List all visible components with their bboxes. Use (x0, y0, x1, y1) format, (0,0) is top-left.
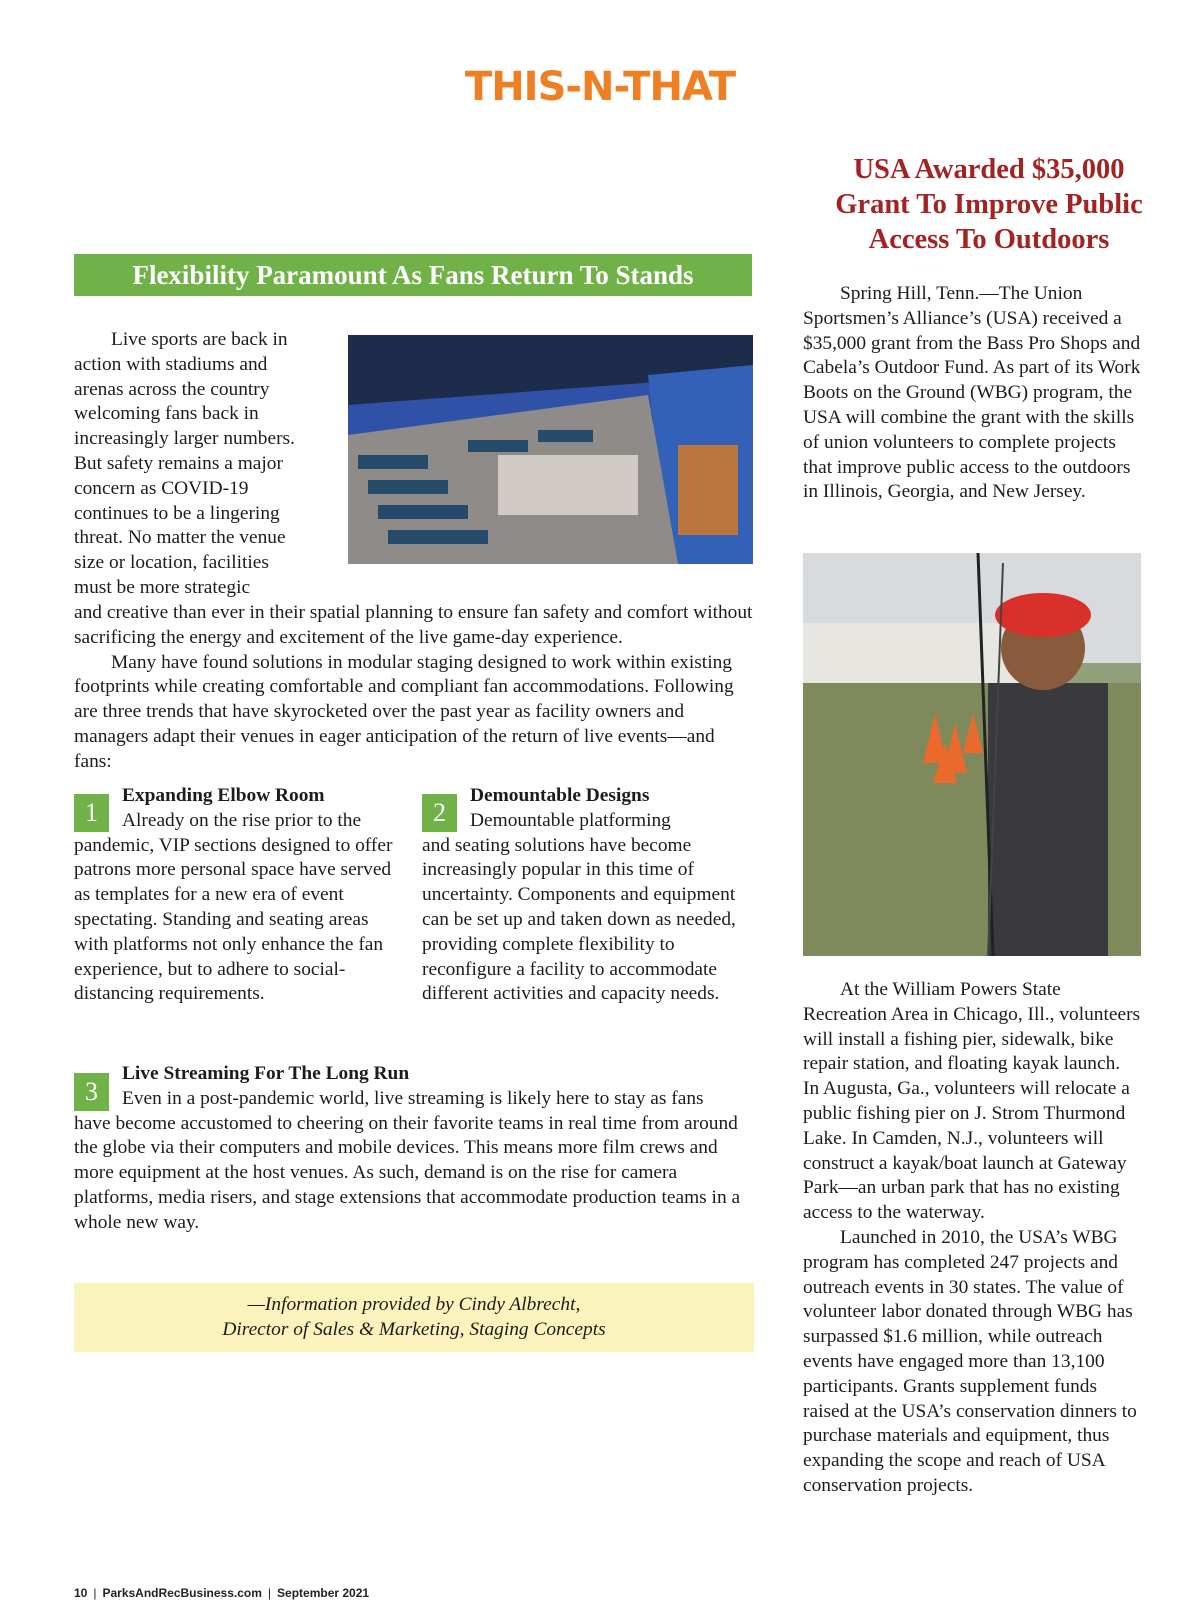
grant-paragraph-1-wrap (803, 282, 1141, 505)
grant-paragraph-3: Launched in 2010, the USA’s WBG program has completed 247 projects and outreach events in 30 states. The value of volunteer labor donated through WBG has surpassed $1.6 million, while outreach events have engaged more than 13,100 participants. Grants supplement funds raised at the USA’s conservation dinners to purchase materials and equipment, thus expanding the scope and reach of USA conservation projects. (803, 1226, 1137, 1496)
intro-line: concern as COVID-19 (74, 477, 249, 499)
intro-line: arenas across the country (74, 378, 270, 400)
trend-item (74, 784, 404, 1007)
trend-number-badge: 3 (74, 1073, 109, 1111)
headline-line: USA Awarded $35,000 (853, 154, 1125, 185)
page-number: 10 (74, 1586, 88, 1600)
trend-body: have become accustomed to cheering on their favorite teams in real time from around the globe via their computers and mobile devices. This means more film crews and more equipment at the host venues. As such, demand is on the rise for camera platforms, media risers, and stage extensions that accommodate production teams in a whole new way. (74, 1112, 741, 1233)
trend-title: Expanding Elbow Room (122, 785, 325, 806)
page-footer: 10 | ParksAndRecBusiness.com | September 2021 (74, 1586, 370, 1600)
section-title: THIS-N-THAT (464, 64, 736, 110)
intro-line: size or location, facilities (74, 552, 269, 574)
article-intro-continued (74, 601, 754, 775)
trend-lead: Even in a post-pandemic world, live streaming is likely here to stay as fans (122, 1087, 704, 1109)
grant-paragraph-1: Spring Hill, Tenn.—The Union Sportsmen’s Alliance’s (USA) received a $35,000 grant from the Bass Pro Shops and Cabela’s Outdoor Fund. As part of its Work Boots on the Ground (WBG) program, the USA will combine the grant with the skills of union volunteers to complete projects that improve public access to the outdoors in Illinois, Georgia, and New Jersey. (803, 283, 1141, 503)
intro-line: must be more strategic (74, 576, 251, 598)
intro-line: increasingly larger numbers. (74, 428, 295, 450)
credit-line: Director of Sales & Marketing, Staging Concepts (222, 1319, 606, 1340)
article-intro-narrow (74, 328, 314, 601)
stadium-seating-photo (348, 335, 753, 564)
trend-lead: Demountable platforming (470, 809, 671, 831)
trend-number-badge: 1 (74, 794, 109, 832)
trend-item (422, 784, 744, 1007)
trend-body: and seating solutions have become increasingly popular in this time of uncertainty. Components and equipment can be set up and taken down as needed, providing complete flexibility to reconfigure a facility to accommodate different activities and capacity needs. (422, 834, 736, 1005)
intro-line: welcoming fans back in (74, 403, 259, 425)
grant-paragraph-2: At the William Powers State Recreation Area in Chicago, Ill., volunteers will install a fishing pier, sidewalk, bike repair station, and floating kayak launch. In Augusta, Ga., volunteers will relocate a public fishing pier on J. Strom Thurmond Lake. In Camden, N.J., volunteers will construct a kayak/boat launch at Gateway Park—an urban park that has no existing access to the waterway. (803, 979, 1141, 1224)
article-headline-grant (800, 152, 1178, 257)
grant-paragraphs-wrap (803, 978, 1141, 1499)
trend-title: Demountable Designs (470, 785, 650, 806)
footer-site: ParksAndRecBusiness.com (102, 1586, 262, 1600)
trend-body: pandemic, VIP sections designed to offer patrons more personal space have served as templates for a new era of event spectating. Standing and seating areas with platforms not only enhance the fan experience, but to adhere to social-distancing requirements. (74, 834, 393, 1005)
trend-number-badge: 2 (422, 794, 457, 832)
headline-line: Access To Outdoors (868, 224, 1110, 255)
info-credit-box (74, 1283, 754, 1352)
footer-issue: September 2021 (277, 1586, 370, 1600)
headline-line: Grant To Improve Public (835, 189, 1143, 220)
intro-line: threat. No matter the venue (74, 527, 286, 549)
trend-title: Live Streaming For The Long Run (122, 1063, 410, 1084)
child-fishing-photo (803, 553, 1141, 956)
credit-line: —Information provided by Cindy Albrecht, (247, 1294, 581, 1315)
trend-lead: Already on the rise prior to the (122, 809, 362, 831)
intro-line: Live sports are back in (111, 329, 288, 350)
trend-item (74, 1062, 744, 1236)
intro-line: continues to be a lingering (74, 502, 280, 524)
article-headline-flexibility: Flexibility Paramount As Fans Return To Stands (74, 254, 752, 296)
intro-line: But safety remains a major (74, 452, 283, 474)
intro-continued-text: and creative than ever in their spatial planning to ensure fan safety and comfort without sacrificing the energy and excitement of the live game-day experience. (74, 602, 753, 648)
intro-line: action with stadiums and (74, 353, 268, 375)
article-paragraph-2: Many have found solutions in modular staging designed to work within existing footprints while creating comfortable and compliant fan accommodations. Following are three trends that have skyrocketed over the past year as facility owners and managers adapt their venues in eager anticipation of the return of live events—and fans: (74, 651, 734, 772)
